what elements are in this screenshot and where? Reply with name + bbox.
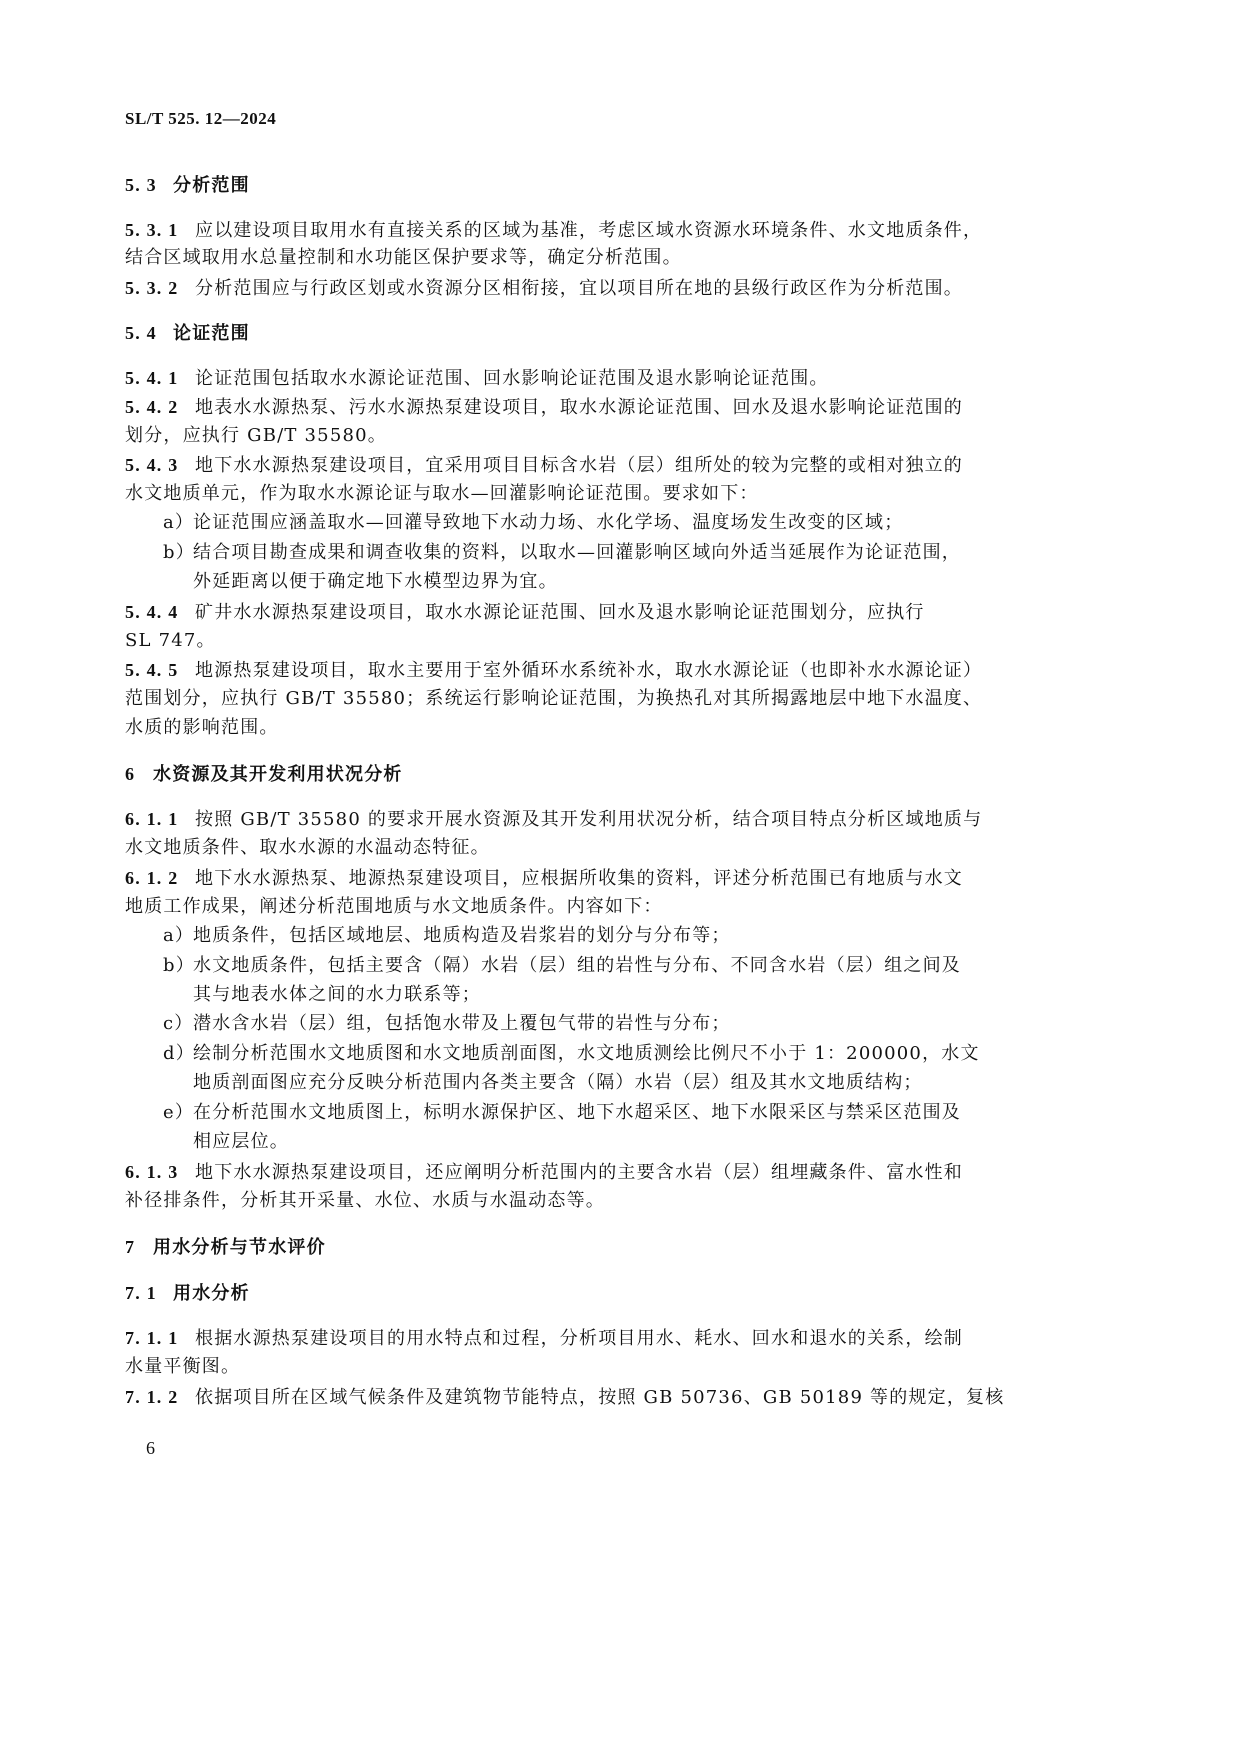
clause-text: 地源热泵建设项目，取水主要用于室外循环水系统补水，取水水源论证（也即补水水源论证） <box>195 660 983 681</box>
list-item-c <box>163 1012 731 1036</box>
clause-5-4-2-line-1 <box>125 395 963 420</box>
chapter-title: 用水分析与节水评价 <box>153 1237 326 1258</box>
list-item-a <box>163 924 731 948</box>
clause-5-4-5-line-2: 范围划分，应执行 GB/T 35580；系统运行影响论证范围，为换热孔对其所揭露地层中地下水温度、 <box>125 688 983 709</box>
clause-5-3-2-line-1 <box>125 276 963 301</box>
clause-5-4-5-line-3: 水质的影响范围。 <box>125 717 279 738</box>
section-number: 5. 4 <box>125 323 157 343</box>
standard-code: SL/T 525. 12—2024 <box>125 109 277 128</box>
list-item-a <box>163 511 903 535</box>
section-number: 7. 1 <box>125 1283 157 1303</box>
list-item-e-line-2: 相应层位。 <box>193 1131 289 1152</box>
list-item-b-line-2: 其与地表水体之间的水力联系等； <box>193 984 481 1005</box>
list-text: 地质条件，包括区域地层、地质构造及岩浆岩的划分与分布等； <box>193 925 731 946</box>
clause-5-4-3-line-1 <box>125 453 963 478</box>
clause-number: 5. 3. 1 <box>125 220 179 240</box>
list-marker: a） <box>163 512 195 533</box>
list-item-e <box>163 1101 961 1125</box>
clause-number: 6. 1. 1 <box>125 809 179 829</box>
clause-5-4-2-line-2: 划分，应执行 GB/T 35580。 <box>125 425 387 446</box>
chapter-number: 7 <box>125 1237 136 1257</box>
clause-number: 5. 4. 4 <box>125 602 179 622</box>
clause-text: 根据水源热泵建设项目的用水特点和过程，分析项目用水、耗水、回水和退水的关系，绘制 <box>195 1328 963 1349</box>
clause-6-1-2-line-2: 地质工作成果，阐述分析范围地质与水文地质条件。内容如下： <box>125 896 663 917</box>
chapter-number: 6 <box>125 764 136 784</box>
section-number: 5. 3 <box>125 175 157 195</box>
clause-text: 依据项目所在区域气候条件及建筑物节能特点，按照 GB 50736、GB 50189 等的规定，复核 <box>195 1387 1005 1408</box>
list-item-b-line-2: 外延距离以便于确定地下水模型边界为宜。 <box>193 571 558 592</box>
clause-5-4-5-line-1 <box>125 658 982 683</box>
clause-number: 6. 1. 2 <box>125 868 179 888</box>
list-text: 水文地质条件，包括主要含（隔）水岩（层）组的岩性与分布、不同含水岩（层）组之间及 <box>193 955 961 976</box>
clause-text: 地下水水源热泵建设项目，还应阐明分析范围内的主要含水岩（层）组埋藏条件、富水性和 <box>195 1162 963 1183</box>
section-title: 用水分析 <box>173 1283 250 1304</box>
list-marker: b） <box>163 542 195 563</box>
clause-text: 按照 GB/T 35580 的要求开展水资源及其开发利用状况分析，结合项目特点分析区域地质与 <box>195 809 983 830</box>
clause-6-1-2-line-1 <box>125 866 963 891</box>
clause-number: 7. 1. 2 <box>125 1387 179 1407</box>
clause-7-1-1-line-2: 水量平衡图。 <box>125 1356 241 1377</box>
clause-7-1-2-line-1 <box>125 1385 1004 1410</box>
chapter-title: 水资源及其开发利用状况分析 <box>153 764 403 785</box>
clause-number: 5. 4. 3 <box>125 455 179 475</box>
clause-text: 地表水水源热泵、污水水源热泵建设项目，取水水源论证范围、回水及退水影响论证范围的 <box>195 397 963 418</box>
clause-number: 5. 4. 2 <box>125 397 179 417</box>
clause-7-1-1-line-1 <box>125 1326 963 1351</box>
list-text: 绘制分析范围水文地质图和水文地质剖面图，水文地质测绘比例尺不小于 1：200000，水文 <box>193 1043 980 1064</box>
clause-5-3-1-line-1 <box>125 218 982 243</box>
clause-text: 矿井水水源热泵建设项目，取水水源论证范围、回水及退水影响论证范围划分，应执行 <box>195 602 925 623</box>
clause-6-1-1-line-2: 水文地质条件、取水水源的水温动态特征。 <box>125 837 490 858</box>
clause-number: 6. 1. 3 <box>125 1162 179 1182</box>
chapter-heading-6 <box>125 762 403 787</box>
section-heading-5-3 <box>125 173 250 198</box>
clause-6-1-1-line-1 <box>125 807 982 832</box>
list-item-b <box>163 954 961 978</box>
section-heading-5-4 <box>125 321 250 346</box>
list-item-d-line-2: 地质剖面图应充分反映分析范围内各类主要含（隔）水岩（层）组及其水文地质结构； <box>193 1072 923 1093</box>
list-marker: d） <box>163 1043 195 1064</box>
clause-text: 分析范围应与行政区划或水资源分区相衔接，宜以项目所在地的县级行政区作为分析范围。 <box>195 278 963 299</box>
clause-5-4-4-line-2: SL 747。 <box>125 630 216 651</box>
list-marker: b） <box>163 955 195 976</box>
clause-5-4-1-line-1 <box>125 366 829 391</box>
clause-number: 5. 3. 2 <box>125 278 179 298</box>
list-text: 潜水含水岩（层）组，包括饱水带及上覆包气带的岩性与分布； <box>193 1013 731 1034</box>
list-item-d <box>163 1042 980 1066</box>
clause-6-1-3-line-2: 补径排条件，分析其开采量、水位、水质与水温动态等。 <box>125 1190 605 1211</box>
list-text: 论证范围应涵盖取水—回灌导致地下水动力场、水化学场、温度场发生改变的区域； <box>193 512 904 533</box>
clause-text: 地下水水源热泵、地源热泵建设项目，应根据所收集的资料，评述分析范围已有地质与水文 <box>195 868 963 889</box>
clause-5-4-4-line-1 <box>125 600 925 625</box>
page-number: 6 <box>146 1438 157 1458</box>
chapter-heading-7 <box>125 1235 326 1260</box>
clause-text: 地下水水源热泵建设项目，宜采用项目目标含水岩（层）组所处的较为完整的或相对独立的 <box>195 455 963 476</box>
list-marker: c） <box>163 1013 194 1034</box>
list-marker: e） <box>163 1102 195 1123</box>
section-title: 分析范围 <box>173 175 250 196</box>
list-text: 结合项目勘查成果和调查收集的资料，以取水—回灌影响区域向外适当延展作为论证范围， <box>193 542 961 563</box>
list-item-b <box>163 541 961 565</box>
section-heading-7-1 <box>125 1281 250 1306</box>
section-title: 论证范围 <box>173 323 250 344</box>
clause-6-1-3-line-1 <box>125 1160 963 1185</box>
clause-5-4-3-line-2: 水文地质单元，作为取水水源论证与取水—回灌影响论证范围。要求如下： <box>125 483 759 504</box>
clause-number: 5. 4. 1 <box>125 368 179 388</box>
clause-number: 5. 4. 5 <box>125 660 179 680</box>
clause-5-3-1-line-2: 结合区域取用水总量控制和水功能区保护要求等，确定分析范围。 <box>125 247 682 268</box>
list-marker: a） <box>163 925 195 946</box>
clause-number: 7. 1. 1 <box>125 1328 179 1348</box>
clause-text: 论证范围包括取水水源论证范围、回水影响论证范围及退水影响论证范围。 <box>195 368 829 389</box>
list-text: 在分析范围水文地质图上，标明水源保护区、地下水超采区、地下水限采区与禁采区范围及 <box>193 1102 961 1123</box>
clause-text: 应以建设项目取用水有直接关系的区域为基准，考虑区域水资源水环境条件、水文地质条件， <box>195 220 983 241</box>
